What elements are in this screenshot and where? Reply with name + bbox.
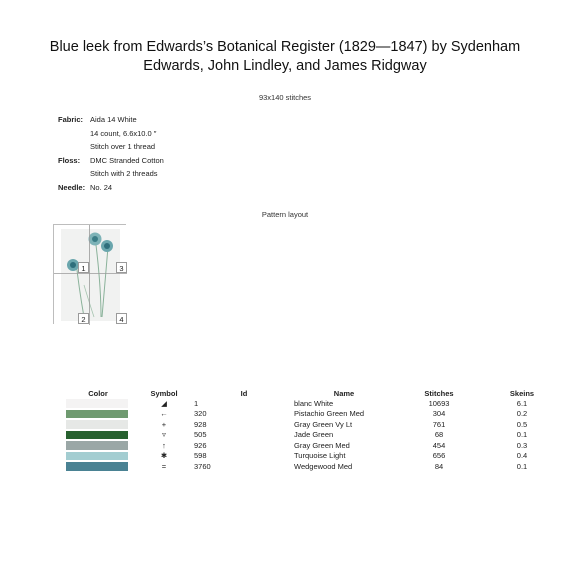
color-swatch — [66, 410, 128, 419]
symbol-cell: ▿ — [162, 430, 166, 440]
id-cell: 926 — [194, 440, 207, 450]
stitches-cell: 68 — [434, 430, 444, 440]
color-swatch — [66, 452, 128, 461]
skeins-cell: 6.1 — [516, 398, 528, 408]
stitch-over-row — [58, 140, 164, 154]
floss-legend-table — [62, 388, 560, 472]
symbol-cell: ✱ — [160, 451, 168, 461]
header-stitches: Stitches — [424, 388, 454, 398]
skeins-cell: 0.2 — [516, 409, 528, 419]
floss-value: DMC Stranded Cotton — [90, 155, 164, 165]
header-name: Name — [333, 388, 355, 398]
table-row — [62, 451, 560, 462]
threads-row — [58, 167, 164, 181]
id-cell: 1 — [194, 398, 199, 408]
header-id: Id — [240, 388, 248, 398]
name-cell: Turquoise Light — [294, 451, 346, 461]
fabric-value: Aida 14 White — [90, 115, 137, 124]
color-cell — [62, 461, 134, 472]
table-row — [62, 409, 560, 420]
color-cell — [62, 440, 134, 451]
header-symbol: Symbol — [150, 388, 178, 398]
needle-row — [58, 181, 164, 195]
flower-illustration — [54, 225, 127, 325]
symbol-cell: ← — [160, 409, 168, 419]
table-row — [62, 440, 560, 451]
pattern-layout-title: Pattern layout — [261, 210, 309, 219]
name-cell: Jade Green — [294, 430, 334, 440]
pattern-title — [20, 38, 550, 76]
header-skeins: Skeins — [509, 388, 535, 398]
color-swatch — [66, 420, 128, 429]
color-cell — [62, 451, 134, 462]
color-swatch — [66, 399, 128, 408]
table-row — [62, 461, 560, 472]
color-cell — [62, 430, 134, 441]
symbol-cell: ◢ — [161, 398, 167, 408]
id-cell: 928 — [194, 419, 207, 429]
stitch-size: 93x140 stitches — [258, 93, 312, 102]
table-row — [62, 430, 560, 441]
fabric-label: Fabric: — [58, 115, 84, 124]
stitches-cell: 656 — [432, 451, 446, 461]
color-cell — [62, 419, 134, 430]
threads-value: Stitch with 2 threads — [90, 169, 158, 178]
stitches-cell: 10693 — [428, 398, 450, 408]
title-line-2: Edwards, John Lindley, and James Ridgway — [143, 58, 427, 74]
id-cell: 598 — [194, 451, 207, 461]
needle-value: No. 24 — [90, 182, 113, 192]
table-row — [62, 419, 560, 430]
pattern-specs — [58, 113, 164, 194]
symbol-cell: + — [161, 419, 167, 429]
legend-header — [62, 388, 560, 398]
skeins-cell: 0.1 — [516, 430, 528, 440]
name-cell: Gray Green Med — [294, 440, 350, 450]
id-cell: 3760 — [194, 461, 211, 471]
name-cell: Gray Green Vy Lt — [294, 419, 353, 429]
color-cell — [62, 409, 134, 420]
stitches-cell: 454 — [432, 440, 446, 450]
header-color: Color — [88, 388, 108, 398]
count-row — [58, 127, 164, 141]
name-cell: blanc White — [294, 398, 334, 408]
title-line-1: Blue leek from Edwards’s Botanical Register (1829—1847) by Sydenham — [49, 39, 521, 55]
skeins-cell: 0.5 — [516, 419, 528, 429]
stitches-cell: 84 — [434, 461, 444, 471]
symbol-cell: = — [161, 461, 167, 471]
page-1: 1 — [78, 262, 89, 273]
page-2: 2 — [78, 313, 89, 324]
page-3: 3 — [116, 262, 127, 273]
stitches-cell: 304 — [432, 409, 446, 419]
pattern-layout-preview — [53, 224, 126, 324]
color-swatch — [66, 441, 128, 450]
color-swatch — [66, 462, 128, 471]
skeins-cell: 0.3 — [516, 440, 528, 450]
floss-label: Floss: — [58, 155, 81, 165]
id-cell: 320 — [194, 409, 207, 419]
id-cell: 505 — [194, 430, 207, 440]
skeins-cell: 0.1 — [516, 461, 528, 471]
skeins-cell: 0.4 — [516, 451, 528, 461]
fabric-row — [58, 113, 164, 127]
fabric-count: 14 count, 6.6x10.0 ″ — [90, 128, 157, 138]
color-swatch — [66, 431, 128, 440]
color-cell — [62, 398, 134, 409]
symbol-cell: ↑ — [162, 440, 166, 450]
name-cell: Wedgewood Med — [294, 461, 353, 471]
needle-label: Needle: — [58, 182, 86, 192]
floss-row — [58, 154, 164, 168]
page-4: 4 — [116, 313, 127, 324]
stitches-cell: 761 — [432, 419, 446, 429]
stitch-over: Stitch over 1 thread — [90, 142, 156, 151]
name-cell: Pistachio Green Med — [294, 409, 365, 419]
table-row — [62, 398, 560, 409]
